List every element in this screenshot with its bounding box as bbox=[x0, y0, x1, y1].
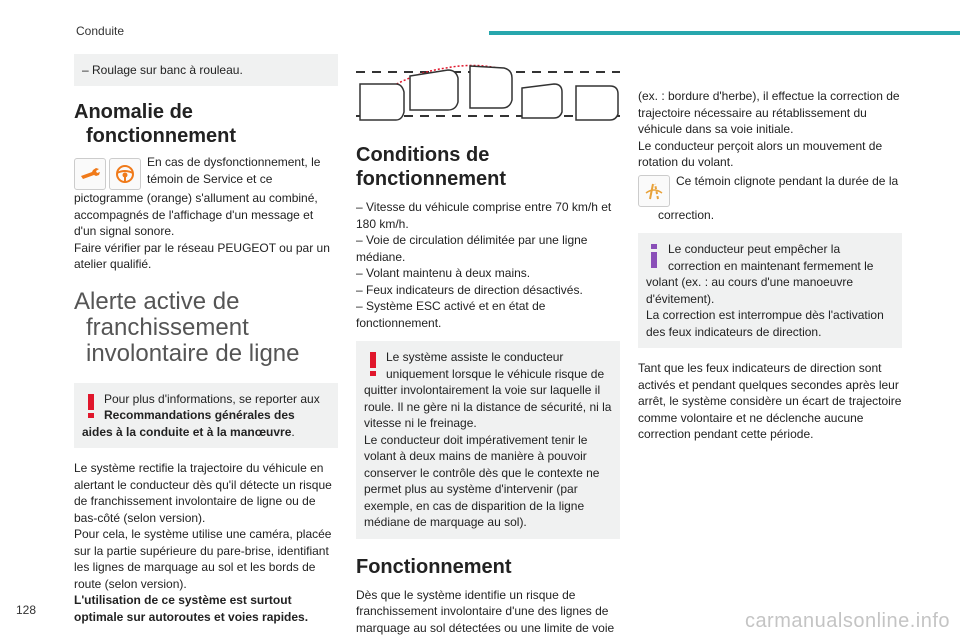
lane-keep-warning-icon bbox=[638, 175, 670, 207]
warning-exclamation-icon bbox=[84, 393, 98, 419]
anomaly-text-3: pictogramme (orange) s'allument au combiné, accompagnés de l'affichage d'un message et d'un signal sonore. bbox=[74, 191, 318, 238]
condition-box: – Roulage sur banc à rouleau. bbox=[74, 54, 338, 86]
info-text-2: correction en maintenant fermement le volant (ex. : au cours d'une manoeuvre d'évitement). bbox=[646, 258, 874, 306]
operation-heading: Fonctionnement bbox=[356, 555, 512, 578]
anomaly-heading-line2: fonctionnement bbox=[86, 125, 236, 147]
lane-alert-heading bbox=[74, 289, 338, 367]
lane-correction-illustration bbox=[356, 54, 620, 122]
conditions-heading-line2: fonctionnement bbox=[356, 168, 506, 190]
column-2 bbox=[356, 54, 620, 636]
condition-item-speed: – Vitesse du véhicule comprise entre 70 km/h et 180 km/h. bbox=[356, 200, 612, 231]
info-box-override bbox=[638, 233, 902, 348]
condition-item-esc: – Système ESC activé et en état de fonctionnement. bbox=[356, 299, 546, 330]
warning-bold-2: aides à la conduite et à la manœuvre bbox=[82, 424, 292, 439]
lane-alert-heading-line2: franchissement bbox=[86, 313, 249, 341]
operation-text: Dès que le système identifie un risque de franchissement involontaire d'une des lignes de marquage au sol détectées ou une limite de voie bbox=[356, 587, 615, 635]
warning-bold-1: Recommandations générales des bbox=[104, 408, 295, 422]
service-wrench-icon bbox=[74, 158, 106, 190]
page-number: 128 bbox=[16, 603, 37, 617]
lane-alert-heading-line3: involontaire de ligne bbox=[86, 339, 300, 367]
indicator-icons bbox=[638, 175, 670, 207]
anomaly-text-2: témoin de Service et ce bbox=[147, 171, 273, 186]
anomaly-block bbox=[74, 154, 338, 273]
anomaly-icons bbox=[74, 158, 141, 190]
info-text-1: Le conducteur peut empêcher la bbox=[668, 242, 841, 256]
warning-text-1: Pour plus d'informations, se reporter aux bbox=[104, 391, 320, 406]
assist-warning-2: uniquement lorsque le véhicule risque de quitter involontairement la voie sur laquelle il roule. Il ne gère ni la distance de sécurité, ni la vitesse ni le freinage. bbox=[364, 366, 612, 430]
column-1 bbox=[74, 54, 338, 625]
indicator-period-text: Tant que les feux indicateurs de direction sont activés et pendant quelques secondes après leur arrêt, le système considère un écart de trajectoire comme volontaire et ne déclenche aucune correction pendant cette période. bbox=[638, 361, 902, 441]
warning-box-assist bbox=[356, 341, 620, 539]
watermark: carmanualsonline.info bbox=[744, 610, 950, 632]
condition-item-hands: – Volant maintenu à deux mains. bbox=[356, 266, 531, 280]
info-icon bbox=[648, 243, 660, 269]
blinking-indicator-block bbox=[638, 173, 902, 224]
body-text-bold: L'utilisation de ce système est surtout optimale sur autoroutes et voies rapides. bbox=[74, 593, 309, 624]
indicator-text-2: correction. bbox=[658, 207, 715, 222]
body-text-2: Pour cela, le système utilise une caméra, placée sur la partie supérieure du pare-brise, identifiant les lignes de marquage au sol et les bords de route (selon version). bbox=[74, 527, 332, 591]
correction-text-2: Le conducteur perçoit alors un mouvement de rotation du volant. bbox=[638, 138, 883, 169]
indicator-text-1: Ce témoin clignote pendant la durée de la bbox=[676, 173, 899, 188]
lane-alert-heading-line1: Alerte active de bbox=[74, 287, 240, 315]
conditions-list bbox=[356, 199, 620, 331]
warning-exclamation-icon bbox=[366, 351, 380, 377]
warning-end: . bbox=[291, 424, 295, 439]
info-text-3: La correction est interrompue dès l'activation des feux indicateurs de direction. bbox=[646, 308, 884, 339]
condition-item-lane: – Voie de circulation délimitée par une ligne médiane. bbox=[356, 233, 588, 264]
body-text-1: Le système rectifie la trajectoire du véhicule en alertant le conducteur dès qu'il détecte un risque de franchissement involontaire de ligne ou de bas-côté (selon version). bbox=[74, 461, 332, 525]
anomaly-heading-line1: Anomalie de bbox=[74, 101, 193, 123]
conditions-heading bbox=[356, 143, 620, 191]
conditions-heading-line1: Conditions de bbox=[356, 144, 490, 166]
assist-warning-3: Le conducteur doit impérativement tenir le volant à deux mains de manière à pouvoir conserver le contrôle dès que le contexte ne permet plus au système d'intervenir (par exemple, en cas de disparition de la ligne médiane de marquage au sol). bbox=[364, 432, 600, 529]
steering-wheel-icon bbox=[109, 158, 141, 190]
header-accent-bar bbox=[489, 31, 960, 35]
correction-text-1: (ex. : bordure d'herbe), il effectue la correction de trajectoire nécessaire au rétablissement du véhicule dans sa voie initiale. bbox=[638, 89, 900, 136]
header-section-title: Conduite bbox=[76, 24, 125, 38]
assist-warning-1: Le système assiste le conducteur bbox=[386, 350, 564, 364]
condition-item-indicators: – Feux indicateurs de direction désactivés. bbox=[356, 282, 583, 297]
anomaly-text-4: Faire vérifier par le réseau PEUGEOT ou par un atelier qualifié. bbox=[74, 240, 330, 271]
anomaly-heading bbox=[74, 100, 338, 148]
column-3 bbox=[638, 88, 902, 443]
warning-box-recommendations bbox=[74, 383, 338, 449]
anomaly-text-1: En cas de dysfonctionnement, le bbox=[147, 155, 321, 169]
